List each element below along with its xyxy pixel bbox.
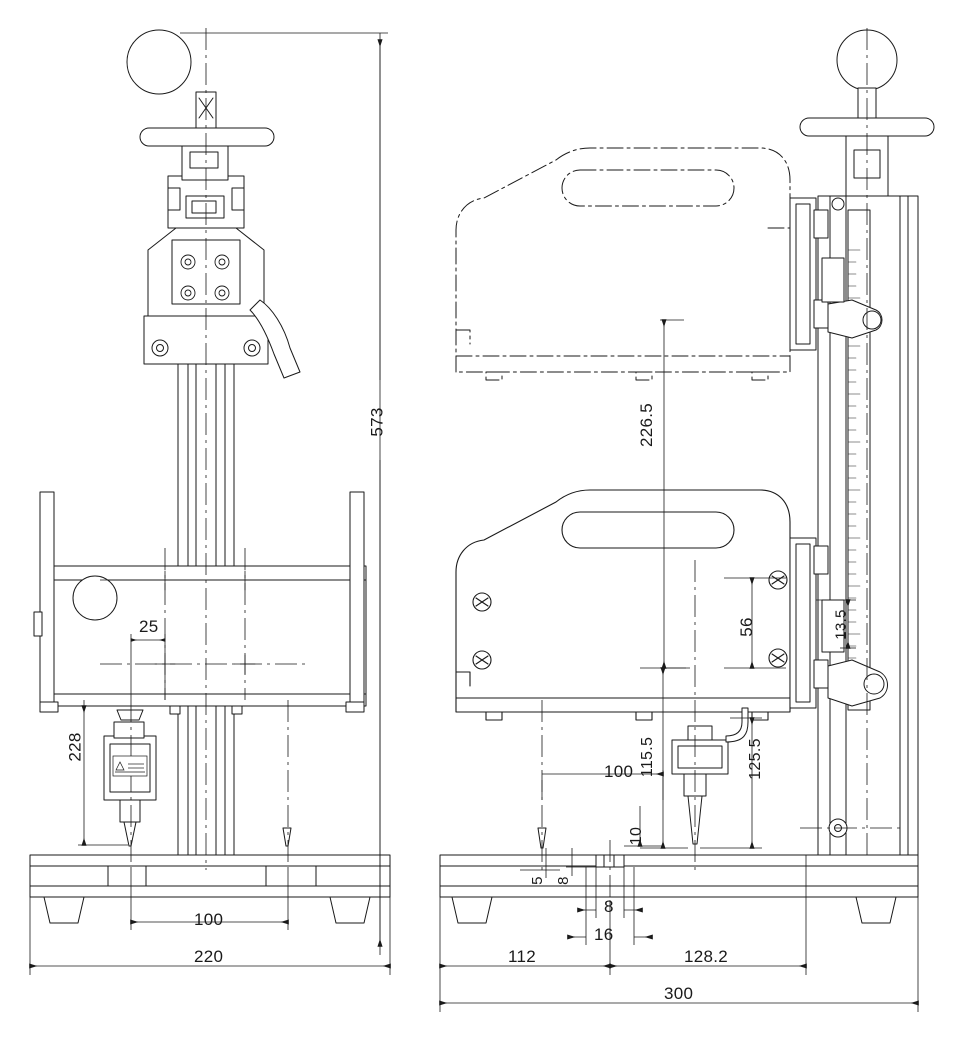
dim-overall-height: 573 [367, 407, 387, 437]
dim-base-right-128-2: 128.2 [684, 947, 729, 966]
dim-plate-16: 16 [594, 925, 614, 944]
dim-base-width-220: 220 [194, 947, 224, 966]
dim-tool-height-125-5: 125.5 [746, 738, 764, 780]
dim-plate-5: 5 [528, 876, 546, 885]
warning-tag-icon [113, 756, 147, 776]
dim-head-height-226-5: 226.5 [637, 402, 657, 448]
dim-plate-8-horz: 8 [604, 897, 614, 916]
dim-table-height-228: 228 [65, 732, 85, 762]
dim-hole-spacing-25: 25 [139, 617, 159, 636]
dim-stroke-115-5: 115.5 [639, 736, 657, 778]
side-view-geometry [440, 30, 934, 923]
dim-overall-depth-300: 300 [664, 984, 694, 1003]
dim-bracket-height-56: 56 [736, 617, 756, 637]
dim-offset-100: 100 [604, 762, 634, 781]
dim-plate-8-vert: 8 [554, 876, 572, 885]
dim-table-width-100: 100 [194, 910, 224, 929]
dim-base-left-112: 112 [508, 947, 537, 966]
dim-slide-offset-13-5: 13.5 [832, 609, 850, 640]
dim-clearance-10: 10 [628, 826, 646, 846]
